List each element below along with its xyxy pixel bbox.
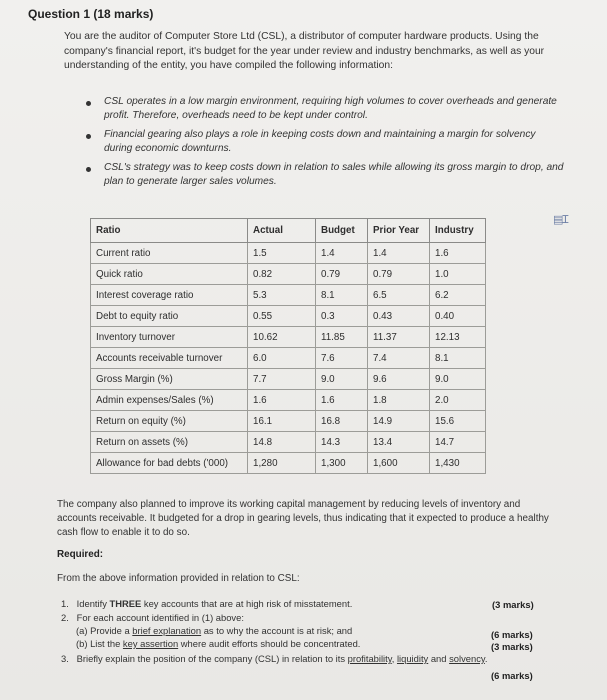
budget-value: 11.85: [316, 327, 368, 348]
table-header-row: [91, 219, 486, 243]
ratio-name: Return on assets (%): [91, 432, 248, 453]
question-3: [61, 653, 487, 664]
table-row: [91, 348, 486, 369]
ratio-name: Allowance for bad debts ('000): [91, 453, 248, 474]
q2b-text-underlined: key assertion: [122, 638, 179, 649]
header-industry: Industry: [430, 219, 486, 243]
prior-year-value: 6.5: [368, 285, 430, 306]
q2a-marks: (6 marks): [491, 629, 533, 640]
industry-value: 1.6: [430, 243, 486, 264]
actual-value: 7.7: [248, 369, 316, 390]
prior-year-value: 14.9: [368, 411, 430, 432]
industry-value: 15.6: [430, 411, 486, 432]
actual-value: 1,280: [248, 453, 316, 474]
prior-year-value: 1,600: [368, 453, 430, 474]
text-cursor-icon: ▤Ɪ: [553, 214, 568, 226]
q1-text-post: key accounts that are at high risk of misstatement.: [141, 598, 353, 609]
actual-value: 0.82: [248, 264, 316, 285]
ratio-name: Quick ratio: [91, 264, 248, 285]
table-row: [91, 243, 486, 264]
question-2: [61, 612, 244, 623]
budget-value: 14.3: [316, 432, 368, 453]
prior-year-value: 13.4: [368, 432, 430, 453]
budget-value: 16.8: [316, 411, 368, 432]
ratio-name: Gross Margin (%): [91, 369, 248, 390]
q1-text-pre: Identify: [76, 598, 110, 609]
prior-year-value: 0.79: [368, 264, 430, 285]
table-row: [91, 306, 486, 327]
industry-value: 0.40: [430, 306, 486, 327]
q3-sep-2: and: [428, 653, 450, 664]
ratio-name: Debt to equity ratio: [91, 306, 248, 327]
budget-value: 7.6: [316, 348, 368, 369]
q1-text-bold: THREE: [109, 598, 142, 609]
q2b-text-post: where audit efforts should be concentrated.: [178, 638, 361, 649]
ratio-name: Inventory turnover: [91, 327, 248, 348]
q1-marks: (3 marks): [492, 599, 534, 610]
actual-value: 14.8: [248, 432, 316, 453]
q3-text-pre: Briefly explain the position of the company (CSL) in relation to its: [76, 653, 348, 664]
actual-value: 10.62: [248, 327, 316, 348]
q2a-text-post: as to why the account is at risk; and: [201, 625, 353, 636]
header-actual: Actual: [248, 219, 316, 243]
budget-value: 1.6: [316, 390, 368, 411]
q2b-label: (b): [76, 638, 88, 649]
ratio-name: Interest coverage ratio: [91, 285, 248, 306]
prior-year-value: 11.37: [368, 327, 430, 348]
q2a-text-underlined: brief explanation: [132, 625, 202, 636]
ratio-table: [90, 218, 486, 474]
table-row: [91, 369, 486, 390]
bullet-item: CSL's strategy was to keep costs down in relation to sales while allowing its gross margin to drop, and plan to generate larger sales volumes.: [84, 161, 564, 190]
question-2a: [76, 625, 352, 636]
required-heading: Required:: [57, 549, 104, 560]
q3-marks: (6 marks): [491, 670, 533, 681]
table-row: [91, 390, 486, 411]
header-budget: Budget: [316, 219, 368, 243]
budget-value: 1.4: [316, 243, 368, 264]
prior-year-value: 0.43: [368, 306, 430, 327]
bullet-item: CSL operates in a low margin environment, requiring high volumes to cover overheads and generate profit. Therefore, overheads need to be kept under control.: [84, 95, 564, 124]
actual-value: 6.0: [248, 348, 316, 369]
industry-value: 1,430: [430, 453, 486, 474]
table-row: [91, 453, 486, 474]
industry-value: 6.2: [430, 285, 486, 306]
header-ratio: Ratio: [91, 219, 248, 243]
q3-number: 3.: [61, 653, 69, 664]
budget-value: 8.1: [316, 285, 368, 306]
table-row: [91, 264, 486, 285]
q2b-marks: (3 marks): [491, 641, 533, 652]
question-1: [61, 598, 352, 609]
ratio-name: Return on equity (%): [91, 411, 248, 432]
table-row: [91, 411, 486, 432]
actual-value: 0.55: [248, 306, 316, 327]
prior-year-value: 1.4: [368, 243, 430, 264]
from-text: From the above information provided in relation to CSL:: [57, 573, 300, 584]
industry-value: 8.1: [430, 348, 486, 369]
prior-year-value: 7.4: [368, 348, 430, 369]
industry-value: 9.0: [430, 369, 486, 390]
q3-profitability: profitability: [347, 653, 392, 664]
budget-value: 0.3: [316, 306, 368, 327]
q3-liquidity: liquidity: [396, 653, 429, 664]
ratio-name: Current ratio: [91, 243, 248, 264]
bullet-list: [84, 95, 564, 193]
after-table-paragraph: The company also planned to improve its working capital management by reducing levels of inventory and accounts receivable. It budgeted for a drop in gearing levels, thus indicating that it expected to produce a healthy cash flow to enable it to do so.: [57, 499, 549, 538]
header-prior-year: Prior Year: [368, 219, 430, 243]
q2-text: For each account identified in (1) above:: [76, 612, 244, 623]
ratio-name: Accounts receivable turnover: [91, 348, 248, 369]
q2a-label: (a): [76, 625, 88, 636]
intro-paragraph: You are the auditor of Computer Store Ltd (CSL), a distributor of computer hardware products. Using the company's financial report, it's budget for the year under review and industry benchmarks, as well as your understanding of the entity, you have compiled the following information:: [64, 31, 545, 72]
ratio-name: Admin expenses/Sales (%): [91, 390, 248, 411]
actual-value: 1.5: [248, 243, 316, 264]
bullet-item: Financial gearing also plays a role in keeping costs down and maintaining a margin for solvency during economic downturns.: [84, 128, 564, 157]
q2-number: 2.: [61, 612, 69, 623]
actual-value: 5.3: [248, 285, 316, 306]
industry-value: 12.13: [430, 327, 486, 348]
industry-value: 14.7: [430, 432, 486, 453]
budget-value: 0.79: [316, 264, 368, 285]
q3-end: .: [484, 653, 488, 664]
question-title: Question 1 (18 marks): [28, 7, 154, 21]
table-row: [91, 432, 486, 453]
actual-value: 1.6: [248, 390, 316, 411]
table-row: [91, 327, 486, 348]
industry-value: 1.0: [430, 264, 486, 285]
q2a-text-pre: Provide a: [90, 625, 133, 636]
q1-number: 1.: [61, 598, 69, 609]
q3-solvency: solvency: [449, 653, 485, 664]
q3-sep-1: ,: [391, 653, 397, 664]
budget-value: 9.0: [316, 369, 368, 390]
actual-value: 16.1: [248, 411, 316, 432]
question-2b: [76, 638, 360, 649]
table-row: [91, 285, 486, 306]
q2b-text-pre: List the: [90, 638, 123, 649]
prior-year-value: 9.6: [368, 369, 430, 390]
budget-value: 1,300: [316, 453, 368, 474]
prior-year-value: 1.8: [368, 390, 430, 411]
industry-value: 2.0: [430, 390, 486, 411]
